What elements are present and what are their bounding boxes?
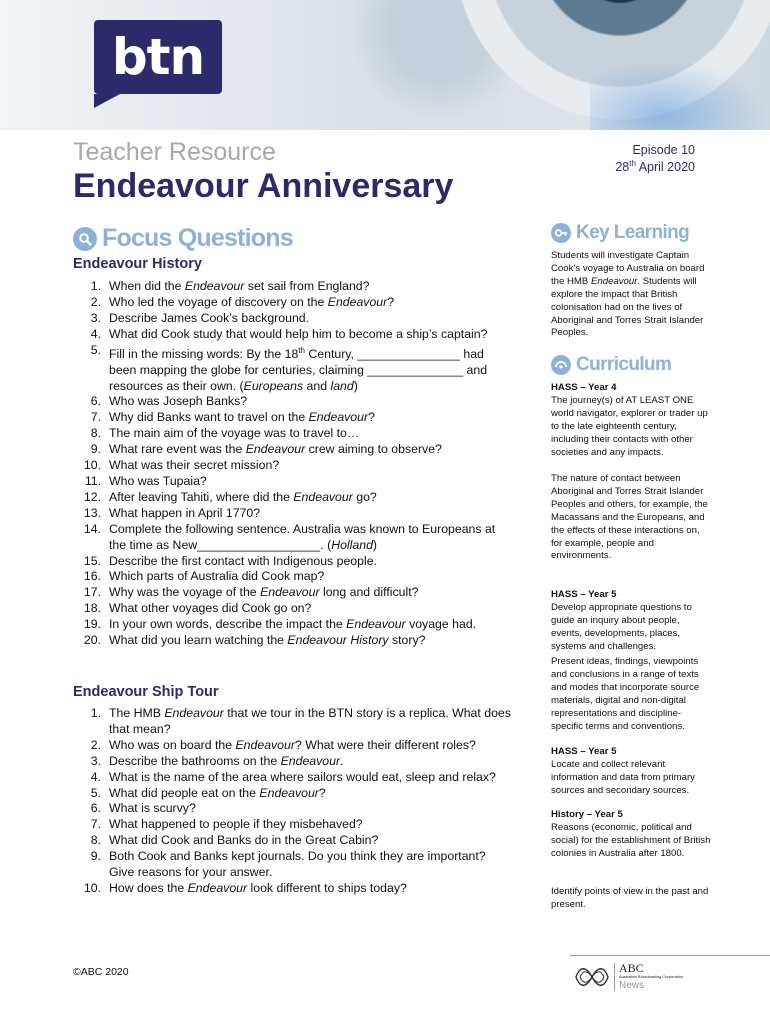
curriculum-label: Curriculum [576,354,672,375]
question-item [73,738,513,754]
question-text: Fill in the missing words: By the 18th Century, _______________ had been mapping the globe for centuries, claiming ______________ and resources as their own. (Europeans and land) [109,345,488,393]
question-text: What is the name of the area where sailors would eat, sleep and relax? [109,769,496,784]
question-number: 6. [90,801,101,816]
question-text: Why did Banks want to travel on the Endeavour? [109,410,375,425]
abc-logo-divider [614,963,615,991]
question-number: 19. [83,617,101,632]
question-text: The HMB Endeavour that we tour in the BTN story is a replica. What does that mean? [109,706,511,736]
question-item [73,706,513,738]
question-number: 2. [90,294,101,309]
question-text: Complete the following sentence. Australia was known to Europeans at the time as New__________________. (Holland) [109,521,496,552]
history-subheading: Endeavour History [73,256,202,272]
episode-label: Episode 10 [632,143,695,157]
question-item [73,327,513,343]
question-item [73,770,513,786]
question-item [73,442,513,458]
question-number: 1. [90,706,101,720]
abc-logo-words [619,962,683,991]
question-text: The main aim of the voyage was to travel to… [109,426,360,441]
question-text: What did Cook study that would help him to become a ship’s captain? [109,326,488,341]
question-number: 9. [90,849,101,864]
key-learning-heading [551,222,689,244]
curriculum-block-text: Reasons (economic, political and social) for the establishment of British colonies in Australia after 1800. [551,821,711,859]
abc-logo-small: Australian Broadcasting Corporation [619,974,684,979]
curriculum-block-text: Identify points of view in the past and present. [551,886,709,910]
question-item [73,311,513,327]
question-text: What did you learn watching the Endeavour History story? [109,633,426,648]
curriculum-icon [551,355,571,375]
question-number: 9. [90,442,101,457]
curriculum-block-text: The nature of contact between Aboriginal and Torres Strait Islander Peoples and others, for example, the Macassans and the Europeans, and the effects of these interactions on, for example, people and environments. [551,473,708,562]
question-item [73,801,513,817]
question-number: 10. [83,880,101,895]
curriculum-block [551,809,711,861]
question-text: Both Cook and Banks kept journals. Do you think they are important? Give reasons for your answer. [109,849,486,880]
page-subtitle: Teacher Resource [73,138,276,166]
abc-logo-text: ABC [619,961,644,975]
question-number: 1. [90,279,101,293]
btn-logo-text: btn [111,28,205,86]
question-item [73,833,513,849]
question-number: 8. [90,426,101,441]
question-item [73,394,513,410]
btn-logo [94,20,222,94]
tour-question-list [73,706,513,897]
question-number: 6. [90,394,101,409]
question-item [73,754,513,770]
question-item [73,490,513,506]
curriculum-block [551,473,711,563]
header-banner [0,0,770,130]
question-text: What did Cook and Banks do in the Great Cabin? [109,833,379,848]
key-learning-text: Students will investigate Captain Cook’s voyage to Australia on board the HMB Endeavour. Students will explore the impact that British colonisation had on the lives of Aboriginal and Torres Strait Islander Peoples. [551,250,705,339]
tour-subheading: Endeavour Ship Tour [73,684,219,700]
question-item [73,279,513,295]
episode-date: 28th April 2020 [615,158,695,175]
focus-questions-label: Focus Questions [102,224,293,252]
curriculum-block-text: Develop appropriate questions to guide an inquiry about people, events, developments, places, systems and challenges. [551,601,692,652]
question-number: 4. [90,769,101,784]
question-text: Why was the voyage of the Endeavour long and difficult? [109,585,419,600]
curriculum-block [551,656,711,733]
question-item [73,295,513,311]
question-number: 4. [90,326,101,341]
curriculum-block-head: HASS – Year 5 [551,589,617,600]
question-number: 14. [83,521,101,536]
question-number: 5. [90,342,101,357]
question-text: In your own words, describe the impact the Endeavour voyage had. [109,617,477,632]
question-item [73,474,513,490]
question-text: How does the Endeavour look different to ships today? [109,880,407,895]
question-item [73,633,513,649]
question-text: What is scurvy? [109,801,196,816]
curriculum-block [551,589,711,654]
curriculum-heading [551,354,671,376]
question-number: 8. [90,833,101,848]
btn-logo-tail [94,94,120,108]
question-text: What rare event was the Endeavour crew aiming to observe? [109,442,442,457]
question-text: Who was Tupaia? [109,473,207,488]
question-item [73,569,513,585]
question-text: Who led the voyage of discovery on the Endeavour? [109,294,395,309]
curriculum-block-text: The journey(s) of AT LEAST ONE world navigator, explorer or trader up to the late eighteenth century, including their contacts with other societies and any impacts. [551,394,708,458]
curriculum-block [551,746,711,798]
curriculum-block-head: HASS – Year 5 [551,746,617,757]
question-text: Describe James Cook’s background. [109,310,310,325]
question-item [73,522,513,554]
key-learning-label: Key Learning [576,222,690,243]
curriculum-block [551,382,711,459]
history-question-list [73,279,513,649]
question-text: What happen in April 1770? [109,505,261,520]
question-item [73,426,513,442]
episode-info [615,142,695,176]
question-text: Describe the first contact with Indigenous people. [109,553,377,568]
question-number: 3. [90,310,101,325]
abc-news-logo [574,962,683,991]
question-item [73,554,513,570]
question-number: 7. [90,817,101,832]
question-item [73,506,513,522]
question-text: Who was on board the Endeavour? What were their different roles? [109,737,476,752]
curriculum-block-head: History – Year 5 [551,809,623,820]
question-number: 18. [83,601,101,616]
key-icon [551,223,571,243]
question-number: 13. [83,505,101,520]
abc-news-text: News [619,980,645,991]
question-text: What happened to people if they misbehaved? [109,817,363,832]
magnifier-icon [73,227,97,251]
curriculum-block-text: Locate and collect relevant information and data from primary sources and secondary sources. [551,758,695,796]
curriculum-block [551,886,711,912]
copyright-text: ©ABC 2020 [73,966,129,978]
question-number: 11. [84,473,101,488]
question-text: After leaving Tahiti, where did the Endeavour go? [109,489,377,504]
banner-blue-flare [590,60,770,130]
question-item [73,458,513,474]
page-title: Endeavour Anniversary [73,167,454,205]
question-number: 15. [83,553,101,568]
question-item [73,601,513,617]
question-text: Which parts of Australia did Cook map? [109,569,325,584]
question-text: What was their secret mission? [109,458,280,473]
question-number: 20. [83,633,101,648]
question-text: Who was Joseph Banks? [109,394,248,409]
question-number: 17. [83,585,101,600]
question-text: When did the Endeavour set sail from England? [109,279,370,293]
question-item [73,849,513,881]
question-number: 10. [83,458,101,473]
question-number: 7. [90,410,101,425]
focus-questions-heading [73,224,293,253]
question-item [73,617,513,633]
question-number: 5. [90,785,101,800]
question-number: 16. [83,569,101,584]
curriculum-block-text: Present ideas, findings, viewpoints and conclusions in a range of texts and modes that incorporate source materials, digital and non-digital representations and discipline-specific terms and conventions. [551,656,700,732]
question-text: What did people eat on the Endeavour? [109,785,326,800]
question-item [73,786,513,802]
curriculum-block-head: HASS – Year 4 [551,382,617,393]
abc-lissajous-icon [574,966,610,988]
footer-divider [570,955,770,956]
question-number: 2. [90,737,101,752]
question-item [73,817,513,833]
question-text: What other voyages did Cook go on? [109,601,312,616]
question-text: Describe the bathrooms on the Endeavour. [109,753,344,768]
question-item [73,585,513,601]
question-item [73,881,513,897]
question-item [73,410,513,426]
question-item [73,343,513,395]
question-number: 12. [83,489,101,504]
question-number: 3. [90,753,101,768]
